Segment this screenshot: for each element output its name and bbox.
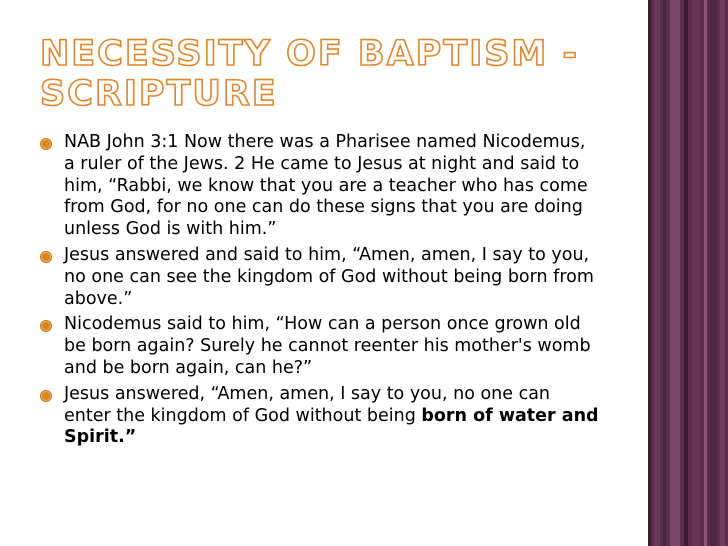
title-main: NECESSITY OF BAPTISM	[40, 34, 549, 74]
bullet-circle-icon	[41, 139, 51, 149]
bullet-text: NAB John 3:1 Now there was a Pharisee named Nicodemus, a ruler of the Jews. 2 He came to Jesus at night and said to him, “Rabbi, we know that you are a teacher who has come from God, for no one can do these signs that you are doing unless God is with him.”	[64, 132, 588, 240]
decorative-stripe	[684, 0, 688, 546]
bullet-list	[40, 132, 600, 453]
bullet-text: Jesus answered, “Amen, amen, I say to you, no one can enter the kingdom of God without being	[64, 383, 551, 426]
bullet-item-1	[40, 132, 600, 241]
bullet-item-2	[40, 245, 600, 310]
bullet-circle-icon	[41, 391, 51, 401]
decorative-side-band	[648, 0, 728, 546]
bullet-text: Nicodemus said to him, “How can a person once grown old be born again? Surely he cannot reenter his mother's womb and be born again, can he?”	[64, 314, 591, 378]
bullet-item-3	[40, 314, 600, 379]
title-line2: SCRIPTURE	[40, 74, 278, 114]
decorative-stripe	[720, 0, 725, 546]
decorative-stripe	[654, 0, 660, 546]
decorative-stripe	[710, 0, 717, 546]
bullet-circle-icon	[41, 321, 51, 331]
decorative-stripe	[670, 0, 680, 546]
bullet-text-bold: born of water and Spirit.”	[64, 405, 599, 448]
bullet-circle-icon	[41, 252, 51, 262]
decorative-stripe	[663, 0, 666, 546]
bullet-text: Jesus answered and said to him, “Amen, amen, I say to you, no one can see the kingdom of God without being born from above.”	[64, 244, 594, 309]
bullet-item-4	[40, 384, 600, 449]
title-dash: -	[548, 34, 579, 74]
decorative-stripe	[692, 0, 700, 546]
decorative-stripe	[648, 0, 651, 546]
slide-title	[40, 34, 630, 114]
decorative-stripe	[704, 0, 707, 546]
